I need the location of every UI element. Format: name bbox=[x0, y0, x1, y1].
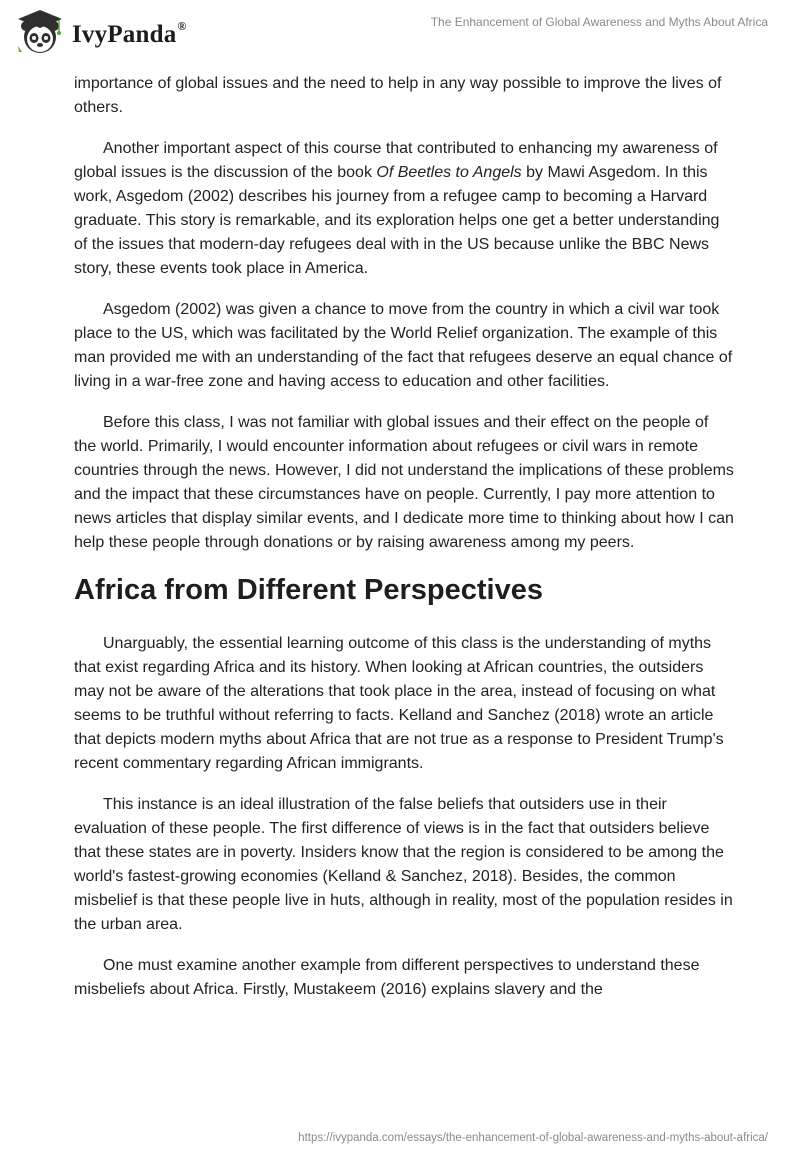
paragraph-false-beliefs: This instance is an ideal illustration of the false beliefs that outsiders use in their evaluation of these people. The first difference of views is in the fact that outsiders believe that these states are in poverty. Insiders know that the region is considered to be among the world's fastest-growing economies (Kelland & Sanchez, 2018). Besides, the common misbelief is that these people live in huts, although in reality, most of the population resides in the urban area. bbox=[74, 796, 733, 933]
book-title: Of Beetles to Angels bbox=[376, 164, 522, 181]
document-title: The Enhancement of Global Awareness and Myths About Africa bbox=[430, 15, 768, 29]
article-body bbox=[74, 72, 734, 1019]
graduate-panda-icon bbox=[14, 8, 66, 56]
brand-name: IvyPanda® bbox=[72, 19, 187, 48]
paragraph-perspectives: One must examine another example from different perspectives to understand these misbeliefs about Africa. Firstly, Mustakeem (2016) explains slavery and the bbox=[74, 957, 700, 998]
paragraph-asgedom: Asgedom (2002) was given a chance to move from the country in which a civil war took place to the US, which was facilitated by the World Relief organization. The example of this man provided me with an understanding of the fact that refugees deserve an equal chance of living in a war-free zone and having access to education and other facilities. bbox=[74, 301, 733, 390]
paragraph-book-discussion: Another important aspect of this course that contributed to enhancing my awareness of global issues is the discussion of the book Of Beetles to Angels by Mawi Asgedom. In this work, Asgedom (2002) describes his journey from a refugee camp to becoming a Harvard graduate. This story is remarkable, and its exploration helps one get a better understanding of the issues that modern-day refugees deal with in the US because unlike the BBC News story, these events took place in America. bbox=[74, 140, 720, 277]
source-url[interactable]: https://ivypanda.com/essays/the-enhancement-of-global-awareness-and-myths-about-africa/ bbox=[298, 1132, 768, 1144]
section-heading: Africa from Different Perspectives bbox=[74, 574, 543, 606]
paragraph-before-class: Before this class, I was not familiar with global issues and their effect on the people of the world. Primarily, I would encounter information about refugees or civil wars in remote countries through the news. However, I did not understand the implications of these problems and the impact that these circumstances have on people. Currently, I pay more attention to news articles that display similar events, and I dedicate more time to thinking about how I can help these people through donations or by raising awareness among my peers. bbox=[74, 414, 734, 551]
brand-logo[interactable] bbox=[14, 8, 187, 56]
paragraph-continuation: importance of global issues and the need to help in any way possible to improve the lives of others. bbox=[74, 75, 722, 116]
paragraph-learning-outcome: Unarguably, the essential learning outcome of this class is the understanding of myths that exist regarding Africa and its history. When looking at African countries, the outsiders may not be aware of the alterations that took place in the area, instead of focusing on what seems to be truthful without referring to facts. Kelland and Sanchez (2018) wrote an article that depicts modern myths about Africa that are not true as a response to President Trump's recent commentary regarding African immigrants. bbox=[74, 635, 724, 772]
